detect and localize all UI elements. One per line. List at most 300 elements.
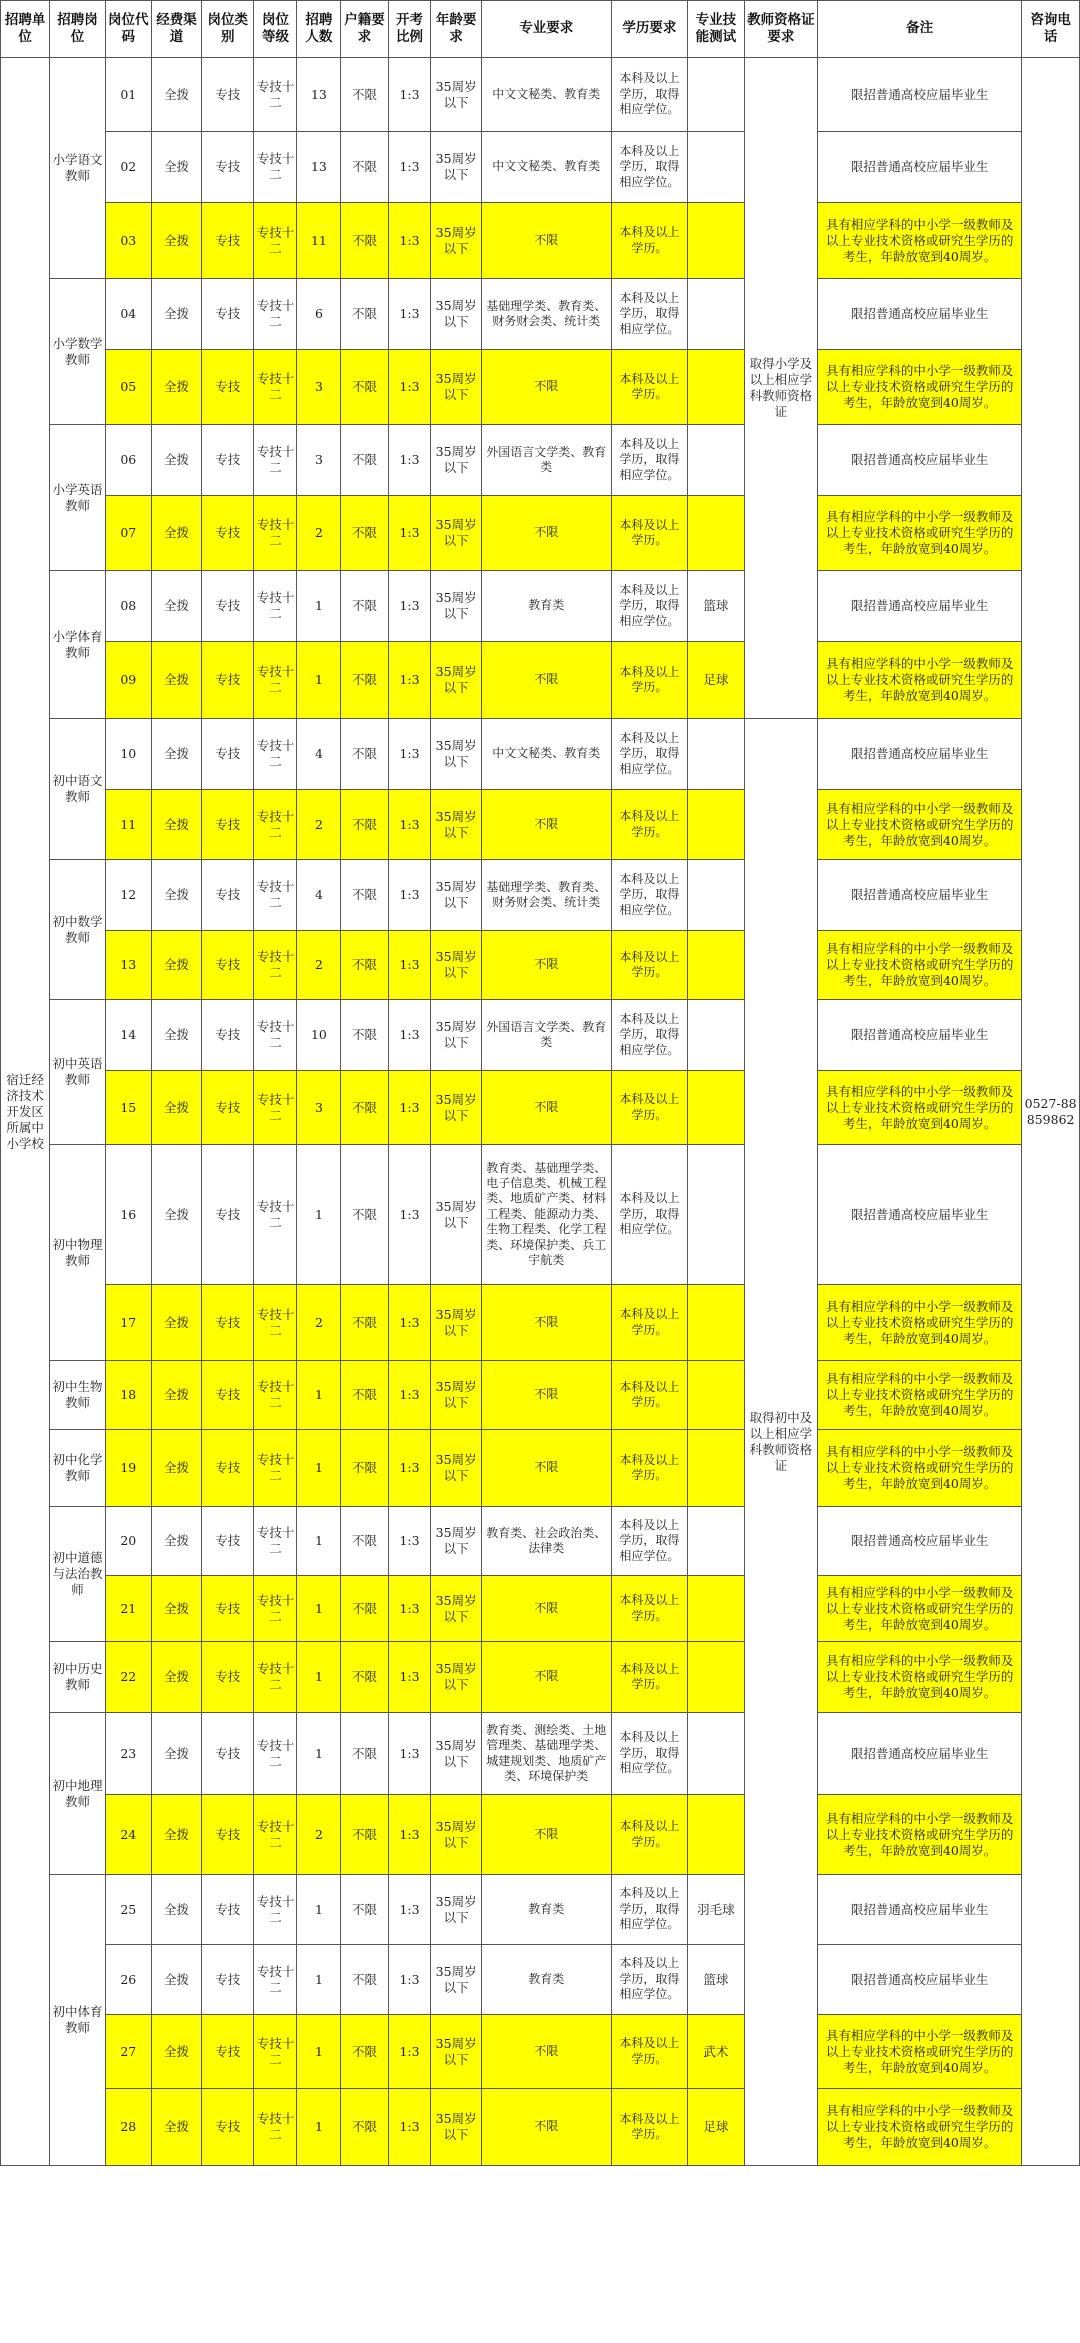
major-cell: 不限 xyxy=(481,1576,611,1642)
table-row xyxy=(1,132,1080,203)
count-cell: 6 xyxy=(297,279,341,350)
ratio-cell: 1:3 xyxy=(388,1507,431,1576)
huji-cell: 不限 xyxy=(341,2089,388,2166)
code-cell: 26 xyxy=(105,1945,151,2015)
edu-cell: 本科及以上学历，取得相应学位。 xyxy=(611,279,687,350)
note-cell: 具有相应学科的中小学一级教师及以上专业技术资格或研究生学历的考生，年龄放宽到40周岁。 xyxy=(818,2015,1022,2089)
count-cell: 1 xyxy=(297,2089,341,2166)
major-cell: 基础理学类、教育类、财务财会类、统计类 xyxy=(481,279,611,350)
age-cell: 35周岁以下 xyxy=(431,1945,481,2015)
ratio-cell: 1:3 xyxy=(388,571,431,642)
edu-cell: 本科及以上学历，取得相应学位。 xyxy=(611,1145,687,1285)
major-cell: 教育类、测绘类、土地管理类、基础理学类、城建规划类、地质矿产类、环境保护类 xyxy=(481,1713,611,1795)
major-cell: 教育类 xyxy=(481,1875,611,1945)
level-cell: 专技十二 xyxy=(254,132,297,203)
skill-cell xyxy=(688,1071,745,1145)
huji-cell: 不限 xyxy=(341,1795,388,1875)
age-cell: 35周岁以下 xyxy=(431,425,481,496)
huji-cell: 不限 xyxy=(341,1875,388,1945)
edu-cell: 本科及以上学历。 xyxy=(611,1576,687,1642)
table-row xyxy=(1,350,1080,425)
ratio-cell: 1:3 xyxy=(388,719,431,790)
fund-cell: 全拨 xyxy=(151,1285,201,1361)
header-ratio: 开考比例 xyxy=(388,1,431,58)
major-cell: 中文文秘类、教育类 xyxy=(481,58,611,132)
age-cell: 35周岁以下 xyxy=(431,642,481,719)
age-cell: 35周岁以下 xyxy=(431,1361,481,1430)
code-cell: 02 xyxy=(105,132,151,203)
level-cell: 专技十二 xyxy=(254,1945,297,2015)
major-cell: 不限 xyxy=(481,350,611,425)
fund-cell: 全拨 xyxy=(151,1642,201,1713)
type-cell: 专技 xyxy=(202,425,254,496)
ratio-cell: 1:3 xyxy=(388,1361,431,1430)
note-cell: 限招普通高校应届毕业生 xyxy=(818,132,1022,203)
skill-cell: 篮球 xyxy=(688,571,745,642)
fund-cell: 全拨 xyxy=(151,279,201,350)
edu-cell: 本科及以上学历。 xyxy=(611,1361,687,1430)
type-cell: 专技 xyxy=(202,1795,254,1875)
skill-cell xyxy=(688,1576,745,1642)
count-cell: 1 xyxy=(297,1642,341,1713)
ratio-cell: 1:3 xyxy=(388,1642,431,1713)
code-cell: 25 xyxy=(105,1875,151,1945)
skill-cell xyxy=(688,1285,745,1361)
count-cell: 1 xyxy=(297,2015,341,2089)
skill-cell: 篮球 xyxy=(688,1945,745,2015)
table-row xyxy=(1,1430,1080,1507)
table-row xyxy=(1,425,1080,496)
ratio-cell: 1:3 xyxy=(388,203,431,279)
code-cell: 14 xyxy=(105,1000,151,1071)
table-row xyxy=(1,1642,1080,1713)
code-cell: 11 xyxy=(105,790,151,860)
type-cell: 专技 xyxy=(202,860,254,931)
skill-cell: 足球 xyxy=(688,2089,745,2166)
skill-cell xyxy=(688,1507,745,1576)
edu-cell: 本科及以上学历，取得相应学位。 xyxy=(611,719,687,790)
skill-cell xyxy=(688,790,745,860)
fund-cell: 全拨 xyxy=(151,132,201,203)
note-cell: 限招普通高校应届毕业生 xyxy=(818,425,1022,496)
fund-cell: 全拨 xyxy=(151,1145,201,1285)
age-cell: 35周岁以下 xyxy=(431,1071,481,1145)
level-cell: 专技十二 xyxy=(254,719,297,790)
note-cell: 具有相应学科的中小学一级教师及以上专业技术资格或研究生学历的考生，年龄放宽到40周岁。 xyxy=(818,203,1022,279)
type-cell: 专技 xyxy=(202,1945,254,2015)
code-cell: 16 xyxy=(105,1145,151,1285)
header-code: 岗位代码 xyxy=(105,1,151,58)
ratio-cell: 1:3 xyxy=(388,425,431,496)
fund-cell: 全拨 xyxy=(151,425,201,496)
position-cell: 小学体育教师 xyxy=(50,571,106,719)
table-row xyxy=(1,1000,1080,1071)
ratio-cell: 1:3 xyxy=(388,790,431,860)
position-cell: 初中地理教师 xyxy=(50,1713,106,1875)
edu-cell: 本科及以上学历，取得相应学位。 xyxy=(611,1507,687,1576)
code-cell: 06 xyxy=(105,425,151,496)
count-cell: 11 xyxy=(297,203,341,279)
skill-cell: 武术 xyxy=(688,2015,745,2089)
edu-cell: 本科及以上学历。 xyxy=(611,2015,687,2089)
code-cell: 04 xyxy=(105,279,151,350)
edu-cell: 本科及以上学历，取得相应学位。 xyxy=(611,58,687,132)
level-cell: 专技十二 xyxy=(254,1507,297,1576)
huji-cell: 不限 xyxy=(341,642,388,719)
code-cell: 15 xyxy=(105,1071,151,1145)
edu-cell: 本科及以上学历。 xyxy=(611,931,687,1000)
header-age: 年龄要求 xyxy=(431,1,481,58)
note-cell: 具有相应学科的中小学一级教师及以上专业技术资格或研究生学历的考生，年龄放宽到40周岁。 xyxy=(818,1576,1022,1642)
level-cell: 专技十二 xyxy=(254,1875,297,1945)
type-cell: 专技 xyxy=(202,496,254,571)
huji-cell: 不限 xyxy=(341,790,388,860)
code-cell: 21 xyxy=(105,1576,151,1642)
code-cell: 20 xyxy=(105,1507,151,1576)
age-cell: 35周岁以下 xyxy=(431,1000,481,1071)
edu-cell: 本科及以上学历，取得相应学位。 xyxy=(611,1875,687,1945)
huji-cell: 不限 xyxy=(341,1285,388,1361)
edu-cell: 本科及以上学历。 xyxy=(611,2089,687,2166)
level-cell: 专技十二 xyxy=(254,350,297,425)
huji-cell: 不限 xyxy=(341,1642,388,1713)
fund-cell: 全拨 xyxy=(151,571,201,642)
skill-cell xyxy=(688,496,745,571)
position-cell: 初中生物教师 xyxy=(50,1361,106,1430)
level-cell: 专技十二 xyxy=(254,1576,297,1642)
unit-cell: 宿迁经济技术开发区所属中小学校 xyxy=(1,58,50,2166)
huji-cell: 不限 xyxy=(341,425,388,496)
edu-cell: 本科及以上学历，取得相应学位。 xyxy=(611,1945,687,2015)
code-cell: 03 xyxy=(105,203,151,279)
phone-cell: 0527-88859862 xyxy=(1022,58,1080,2166)
header-count: 招聘人数 xyxy=(297,1,341,58)
major-cell: 不限 xyxy=(481,203,611,279)
table-row xyxy=(1,1145,1080,1285)
note-cell: 限招普通高校应届毕业生 xyxy=(818,1507,1022,1576)
fund-cell: 全拨 xyxy=(151,2015,201,2089)
fund-cell: 全拨 xyxy=(151,642,201,719)
position-cell: 初中历史教师 xyxy=(50,1642,106,1713)
edu-cell: 本科及以上学历。 xyxy=(611,1795,687,1875)
ratio-cell: 1:3 xyxy=(388,2089,431,2166)
huji-cell: 不限 xyxy=(341,719,388,790)
major-cell: 不限 xyxy=(481,1795,611,1875)
skill-cell xyxy=(688,1361,745,1430)
count-cell: 2 xyxy=(297,931,341,1000)
code-cell: 10 xyxy=(105,719,151,790)
major-cell: 不限 xyxy=(481,2089,611,2166)
type-cell: 专技 xyxy=(202,790,254,860)
level-cell: 专技十二 xyxy=(254,642,297,719)
age-cell: 35周岁以下 xyxy=(431,279,481,350)
table-row xyxy=(1,719,1080,790)
level-cell: 专技十二 xyxy=(254,571,297,642)
age-cell: 35周岁以下 xyxy=(431,496,481,571)
level-cell: 专技十二 xyxy=(254,1071,297,1145)
ratio-cell: 1:3 xyxy=(388,1145,431,1285)
count-cell: 3 xyxy=(297,425,341,496)
table-row xyxy=(1,790,1080,860)
skill-cell xyxy=(688,1642,745,1713)
count-cell: 1 xyxy=(297,1361,341,1430)
count-cell: 10 xyxy=(297,1000,341,1071)
skill-cell xyxy=(688,1000,745,1071)
skill-cell xyxy=(688,350,745,425)
level-cell: 专技十二 xyxy=(254,1713,297,1795)
ratio-cell: 1:3 xyxy=(388,931,431,1000)
count-cell: 1 xyxy=(297,1875,341,1945)
edu-cell: 本科及以上学历。 xyxy=(611,1071,687,1145)
age-cell: 35周岁以下 xyxy=(431,790,481,860)
position-cell: 小学数学教师 xyxy=(50,279,106,425)
table-row xyxy=(1,1507,1080,1576)
huji-cell: 不限 xyxy=(341,1430,388,1507)
fund-cell: 全拨 xyxy=(151,1507,201,1576)
type-cell: 专技 xyxy=(202,2015,254,2089)
header-position: 招聘岗位 xyxy=(50,1,106,58)
major-cell: 不限 xyxy=(481,1361,611,1430)
age-cell: 35周岁以下 xyxy=(431,132,481,203)
ratio-cell: 1:3 xyxy=(388,350,431,425)
type-cell: 专技 xyxy=(202,1875,254,1945)
fund-cell: 全拨 xyxy=(151,1576,201,1642)
major-cell: 不限 xyxy=(481,642,611,719)
note-cell: 限招普通高校应届毕业生 xyxy=(818,1875,1022,1945)
level-cell: 专技十二 xyxy=(254,860,297,931)
skill-cell xyxy=(688,931,745,1000)
ratio-cell: 1:3 xyxy=(388,496,431,571)
huji-cell: 不限 xyxy=(341,1576,388,1642)
edu-cell: 本科及以上学历。 xyxy=(611,1642,687,1713)
age-cell: 35周岁以下 xyxy=(431,1430,481,1507)
header-type: 岗位类别 xyxy=(202,1,254,58)
type-cell: 专技 xyxy=(202,1285,254,1361)
position-cell: 初中道德与法治教师 xyxy=(50,1507,106,1642)
header-huji: 户籍要求 xyxy=(341,1,388,58)
count-cell: 1 xyxy=(297,1945,341,2015)
code-cell: 23 xyxy=(105,1713,151,1795)
ratio-cell: 1:3 xyxy=(388,860,431,931)
table-row xyxy=(1,1361,1080,1430)
position-cell: 初中体育教师 xyxy=(50,1875,106,2166)
note-cell: 具有相应学科的中小学一级教师及以上专业技术资格或研究生学历的考生，年龄放宽到40周岁。 xyxy=(818,1071,1022,1145)
fund-cell: 全拨 xyxy=(151,1071,201,1145)
level-cell: 专技十二 xyxy=(254,1145,297,1285)
ratio-cell: 1:3 xyxy=(388,1000,431,1071)
fund-cell: 全拨 xyxy=(151,2089,201,2166)
note-cell: 具有相应学科的中小学一级教师及以上专业技术资格或研究生学历的考生，年龄放宽到40周岁。 xyxy=(818,350,1022,425)
age-cell: 35周岁以下 xyxy=(431,1507,481,1576)
code-cell: 07 xyxy=(105,496,151,571)
note-cell: 限招普通高校应届毕业生 xyxy=(818,860,1022,931)
age-cell: 35周岁以下 xyxy=(431,860,481,931)
age-cell: 35周岁以下 xyxy=(431,1795,481,1875)
major-cell: 不限 xyxy=(481,2015,611,2089)
count-cell: 1 xyxy=(297,571,341,642)
level-cell: 专技十二 xyxy=(254,1430,297,1507)
fund-cell: 全拨 xyxy=(151,1875,201,1945)
table-row xyxy=(1,1875,1080,1945)
table-body xyxy=(1,58,1080,2166)
huji-cell: 不限 xyxy=(341,1071,388,1145)
age-cell: 35周岁以下 xyxy=(431,719,481,790)
table-row xyxy=(1,203,1080,279)
huji-cell: 不限 xyxy=(341,496,388,571)
edu-cell: 本科及以上学历。 xyxy=(611,350,687,425)
table-header-row xyxy=(1,1,1080,58)
header-unit: 招聘单位 xyxy=(1,1,50,58)
type-cell: 专技 xyxy=(202,2089,254,2166)
count-cell: 3 xyxy=(297,1071,341,1145)
skill-cell xyxy=(688,203,745,279)
count-cell: 2 xyxy=(297,1285,341,1361)
table-row xyxy=(1,279,1080,350)
huji-cell: 不限 xyxy=(341,1507,388,1576)
table-row xyxy=(1,1945,1080,2015)
code-cell: 09 xyxy=(105,642,151,719)
huji-cell: 不限 xyxy=(341,1000,388,1071)
edu-cell: 本科及以上学历。 xyxy=(611,1430,687,1507)
fund-cell: 全拨 xyxy=(151,719,201,790)
type-cell: 专技 xyxy=(202,1361,254,1430)
table-row xyxy=(1,1795,1080,1875)
type-cell: 专技 xyxy=(202,350,254,425)
major-cell: 不限 xyxy=(481,1642,611,1713)
level-cell: 专技十二 xyxy=(254,1642,297,1713)
note-cell: 限招普通高校应届毕业生 xyxy=(818,719,1022,790)
count-cell: 2 xyxy=(297,496,341,571)
count-cell: 4 xyxy=(297,719,341,790)
header-skill: 专业技能测试 xyxy=(688,1,745,58)
huji-cell: 不限 xyxy=(341,1361,388,1430)
count-cell: 1 xyxy=(297,1713,341,1795)
fund-cell: 全拨 xyxy=(151,1945,201,2015)
count-cell: 1 xyxy=(297,1430,341,1507)
count-cell: 1 xyxy=(297,1507,341,1576)
table-row xyxy=(1,1576,1080,1642)
position-cell: 初中物理教师 xyxy=(50,1145,106,1361)
huji-cell: 不限 xyxy=(341,2015,388,2089)
table-row xyxy=(1,58,1080,132)
note-cell: 具有相应学科的中小学一级教师及以上专业技术资格或研究生学历的考生，年龄放宽到40周岁。 xyxy=(818,931,1022,1000)
edu-cell: 本科及以上学历，取得相应学位。 xyxy=(611,860,687,931)
type-cell: 专技 xyxy=(202,642,254,719)
note-cell: 具有相应学科的中小学一级教师及以上专业技术资格或研究生学历的考生，年龄放宽到40周岁。 xyxy=(818,2089,1022,2166)
major-cell: 教育类、社会政治类、法律类 xyxy=(481,1507,611,1576)
code-cell: 28 xyxy=(105,2089,151,2166)
note-cell: 限招普通高校应届毕业生 xyxy=(818,571,1022,642)
fund-cell: 全拨 xyxy=(151,1000,201,1071)
ratio-cell: 1:3 xyxy=(388,642,431,719)
ratio-cell: 1:3 xyxy=(388,279,431,350)
header-phone: 咨询电话 xyxy=(1022,1,1080,58)
count-cell: 2 xyxy=(297,790,341,860)
edu-cell: 本科及以上学历，取得相应学位。 xyxy=(611,571,687,642)
huji-cell: 不限 xyxy=(341,1145,388,1285)
age-cell: 35周岁以下 xyxy=(431,350,481,425)
level-cell: 专技十二 xyxy=(254,279,297,350)
edu-cell: 本科及以上学历。 xyxy=(611,203,687,279)
level-cell: 专技十二 xyxy=(254,496,297,571)
huji-cell: 不限 xyxy=(341,1945,388,2015)
age-cell: 35周岁以下 xyxy=(431,2089,481,2166)
table-row xyxy=(1,2015,1080,2089)
huji-cell: 不限 xyxy=(341,931,388,1000)
note-cell: 限招普通高校应届毕业生 xyxy=(818,1945,1022,2015)
cert-cell: 取得小学及以上相应学科教师资格证 xyxy=(744,58,817,719)
ratio-cell: 1:3 xyxy=(388,58,431,132)
header-fund: 经费渠道 xyxy=(151,1,201,58)
count-cell: 4 xyxy=(297,860,341,931)
type-cell: 专技 xyxy=(202,1000,254,1071)
type-cell: 专技 xyxy=(202,132,254,203)
note-cell: 具有相应学科的中小学一级教师及以上专业技术资格或研究生学历的考生，年龄放宽到40周岁。 xyxy=(818,1285,1022,1361)
fund-cell: 全拨 xyxy=(151,1713,201,1795)
fund-cell: 全拨 xyxy=(151,1795,201,1875)
code-cell: 13 xyxy=(105,931,151,1000)
level-cell: 专技十二 xyxy=(254,1795,297,1875)
ratio-cell: 1:3 xyxy=(388,1945,431,2015)
skill-cell: 足球 xyxy=(688,642,745,719)
header-cert: 教师资格证要求 xyxy=(744,1,817,58)
note-cell: 具有相应学科的中小学一级教师及以上专业技术资格或研究生学历的考生，年龄放宽到40周岁。 xyxy=(818,1795,1022,1875)
ratio-cell: 1:3 xyxy=(388,132,431,203)
fund-cell: 全拨 xyxy=(151,790,201,860)
skill-cell xyxy=(688,1145,745,1285)
huji-cell: 不限 xyxy=(341,279,388,350)
major-cell: 不限 xyxy=(481,1071,611,1145)
position-cell: 初中数学教师 xyxy=(50,860,106,1000)
ratio-cell: 1:3 xyxy=(388,1576,431,1642)
code-cell: 12 xyxy=(105,860,151,931)
type-cell: 专技 xyxy=(202,1145,254,1285)
code-cell: 18 xyxy=(105,1361,151,1430)
level-cell: 专技十二 xyxy=(254,2015,297,2089)
note-cell: 限招普通高校应届毕业生 xyxy=(818,1000,1022,1071)
level-cell: 专技十二 xyxy=(254,1285,297,1361)
type-cell: 专技 xyxy=(202,58,254,132)
age-cell: 35周岁以下 xyxy=(431,1875,481,1945)
count-cell: 1 xyxy=(297,1145,341,1285)
age-cell: 35周岁以下 xyxy=(431,571,481,642)
age-cell: 35周岁以下 xyxy=(431,1642,481,1713)
edu-cell: 本科及以上学历。 xyxy=(611,1285,687,1361)
major-cell: 外国语言文学类、教育类 xyxy=(481,425,611,496)
table-row xyxy=(1,496,1080,571)
major-cell: 教育类 xyxy=(481,1945,611,2015)
ratio-cell: 1:3 xyxy=(388,1285,431,1361)
huji-cell: 不限 xyxy=(341,350,388,425)
cert-cell: 取得初中及以上相应学科教师资格证 xyxy=(744,719,817,2166)
age-cell: 35周岁以下 xyxy=(431,1576,481,1642)
header-note: 备注 xyxy=(818,1,1022,58)
table-row xyxy=(1,931,1080,1000)
huji-cell: 不限 xyxy=(341,58,388,132)
count-cell: 3 xyxy=(297,350,341,425)
level-cell: 专技十二 xyxy=(254,58,297,132)
table-row xyxy=(1,1713,1080,1795)
type-cell: 专技 xyxy=(202,931,254,1000)
huji-cell: 不限 xyxy=(341,1713,388,1795)
skill-cell xyxy=(688,1795,745,1875)
ratio-cell: 1:3 xyxy=(388,2015,431,2089)
ratio-cell: 1:3 xyxy=(388,1430,431,1507)
type-cell: 专技 xyxy=(202,1430,254,1507)
major-cell: 基础理学类、教育类、财务财会类、统计类 xyxy=(481,860,611,931)
code-cell: 19 xyxy=(105,1430,151,1507)
header-major: 专业要求 xyxy=(481,1,611,58)
